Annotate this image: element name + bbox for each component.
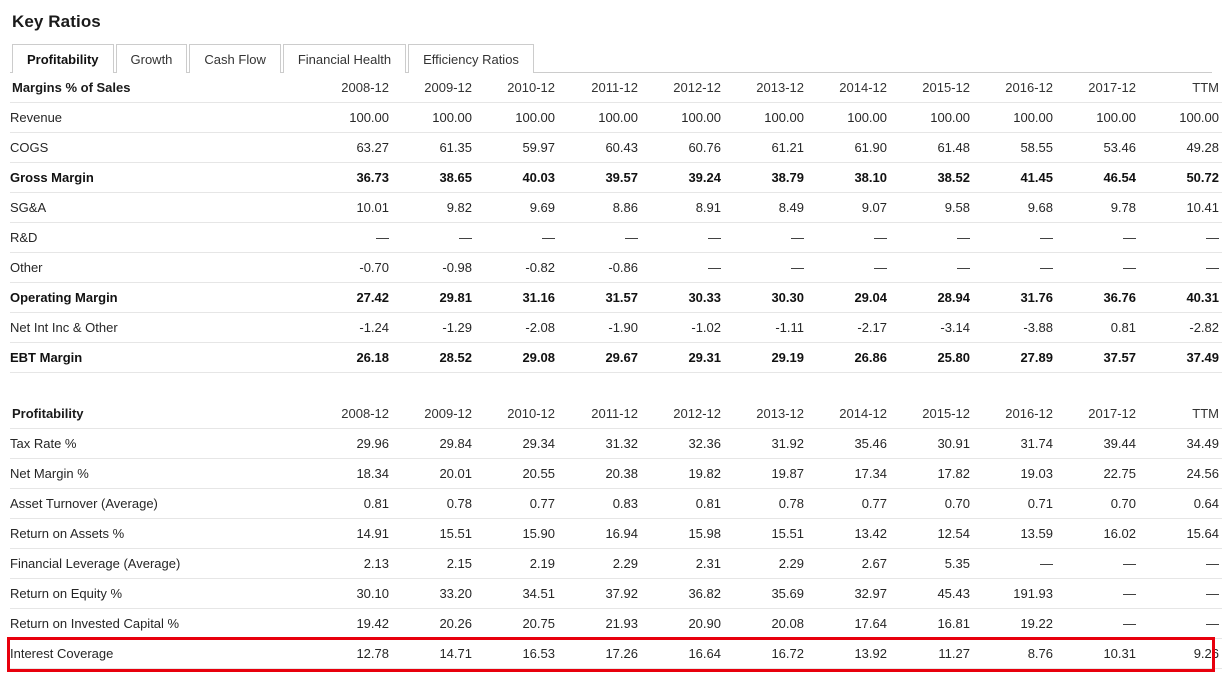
column-header-period: 2008-12 [310,399,393,429]
cell: 33.20 [393,579,476,609]
cell: 31.16 [476,283,559,313]
table-row [10,519,1222,549]
cell: 29.31 [642,343,725,373]
cell: 31.57 [559,283,642,313]
cell: — [974,223,1057,253]
table-row [10,343,1222,373]
cell: — [559,223,642,253]
cell: 16.53 [476,639,559,669]
cell: 100.00 [476,103,559,133]
tab-financial-health[interactable] [283,44,406,73]
interest-coverage-table [10,639,1222,669]
column-header-period: 2015-12 [891,73,974,103]
column-header-period: 2013-12 [725,73,808,103]
cell: 19.82 [642,459,725,489]
column-header-period: 2015-12 [891,399,974,429]
column-header-period: 2014-12 [808,73,891,103]
table-row [10,639,1222,669]
table-row [10,579,1222,609]
cell: 34.49 [1140,429,1222,459]
cell: — [1057,609,1140,639]
cell: — [310,223,393,253]
cell: 9.07 [808,193,891,223]
margins-section-title: Margins % of Sales [10,73,310,103]
cell: 28.94 [891,283,974,313]
row-label: Tax Rate % [10,429,310,459]
cell: 39.24 [642,163,725,193]
cell: 8.86 [559,193,642,223]
interest-coverage-highlight [10,639,1219,669]
cell: 29.08 [476,343,559,373]
cell: 20.01 [393,459,476,489]
cell: 100.00 [1140,103,1222,133]
cell: 30.91 [891,429,974,459]
tab-label: Cash Flow [204,52,266,67]
cell: — [1140,549,1222,579]
cell: — [891,223,974,253]
table-row [10,103,1222,133]
tab-growth[interactable] [116,44,188,73]
cell: 17.64 [808,609,891,639]
cell: 31.32 [559,429,642,459]
cell: 0.83 [559,489,642,519]
column-header-period: TTM [1140,73,1222,103]
cell: 53.46 [1057,133,1140,163]
cell: 2.31 [642,549,725,579]
cell: 35.46 [808,429,891,459]
cell: 10.31 [1057,639,1140,669]
tab-label: Growth [130,52,173,67]
cell: 17.26 [559,639,642,669]
cell: -1.90 [559,313,642,343]
table-row [10,163,1222,193]
profitability-header-row [10,399,1222,429]
cell: 29.84 [393,429,476,459]
cell: — [891,253,974,283]
cell: 15.98 [642,519,725,549]
column-header-period: 2013-12 [725,399,808,429]
row-label: Return on Invested Capital % [10,609,310,639]
cell: 21.93 [559,609,642,639]
cell: 32.36 [642,429,725,459]
cell: -3.14 [891,313,974,343]
cell: 9.26 [1140,639,1222,669]
cell: 20.38 [559,459,642,489]
cell: 16.94 [559,519,642,549]
cell: 9.58 [891,193,974,223]
section-spacer [10,373,1212,399]
row-label: COGS [10,133,310,163]
column-header-period: 2010-12 [476,73,559,103]
row-label: Return on Equity % [10,579,310,609]
cell: 58.55 [974,133,1057,163]
cell: 46.54 [1057,163,1140,193]
cell: 14.71 [393,639,476,669]
cell: 30.10 [310,579,393,609]
column-header-period: 2012-12 [642,399,725,429]
cell: 60.43 [559,133,642,163]
table-row [10,283,1222,313]
row-label: Revenue [10,103,310,133]
column-header-period: 2014-12 [808,399,891,429]
column-header-period: 2011-12 [559,73,642,103]
cell: 36.73 [310,163,393,193]
table-row [10,609,1222,639]
cell: — [808,223,891,253]
tab-label: Profitability [27,52,99,67]
cell: -0.86 [559,253,642,283]
cell: 61.21 [725,133,808,163]
tab-efficiency-ratios[interactable] [408,44,534,73]
cell: 50.72 [1140,163,1222,193]
cell: 37.57 [1057,343,1140,373]
cell: 45.43 [891,579,974,609]
column-header-period: 2008-12 [310,73,393,103]
cell: -1.11 [725,313,808,343]
cell: 10.01 [310,193,393,223]
cell: 37.92 [559,579,642,609]
cell: 9.69 [476,193,559,223]
cell: 5.35 [891,549,974,579]
cell: — [808,253,891,283]
cell: 16.64 [642,639,725,669]
cell: 32.97 [808,579,891,609]
cell: 17.82 [891,459,974,489]
cell: 38.79 [725,163,808,193]
cell: — [1057,549,1140,579]
cell: 16.81 [891,609,974,639]
cell: 17.34 [808,459,891,489]
cell: 0.81 [642,489,725,519]
cell: 38.52 [891,163,974,193]
cell: 2.29 [725,549,808,579]
cell: 0.70 [891,489,974,519]
cell: 16.02 [1057,519,1140,549]
cell: 29.81 [393,283,476,313]
cell: -2.82 [1140,313,1222,343]
cell: 31.76 [974,283,1057,313]
cell: 61.90 [808,133,891,163]
cell: 31.92 [725,429,808,459]
cell: -0.70 [310,253,393,283]
cell: 8.91 [642,193,725,223]
cell: 100.00 [310,103,393,133]
cell: 9.78 [1057,193,1140,223]
cell: 0.78 [725,489,808,519]
cell: 18.34 [310,459,393,489]
cell: 15.90 [476,519,559,549]
cell: 9.68 [974,193,1057,223]
cell: — [974,549,1057,579]
cell: 16.72 [725,639,808,669]
cell: 31.74 [974,429,1057,459]
cell: 15.64 [1140,519,1222,549]
cell: 19.03 [974,459,1057,489]
table-row [10,253,1222,283]
cell: 29.67 [559,343,642,373]
cell: 14.91 [310,519,393,549]
cell: 13.59 [974,519,1057,549]
tab-profitability[interactable] [12,44,114,73]
cell: — [1057,253,1140,283]
cell: 12.78 [310,639,393,669]
cell: 13.92 [808,639,891,669]
cell: 39.57 [559,163,642,193]
cell: 36.76 [1057,283,1140,313]
cell: 36.82 [642,579,725,609]
cell: 100.00 [393,103,476,133]
column-header-period: 2009-12 [393,399,476,429]
cell: 19.22 [974,609,1057,639]
tab-bar [10,42,1212,73]
cell: 12.54 [891,519,974,549]
cell: 29.04 [808,283,891,313]
cell: 29.34 [476,429,559,459]
cell: — [1140,253,1222,283]
cell: 40.31 [1140,283,1222,313]
cell: 100.00 [1057,103,1140,133]
cell: 100.00 [808,103,891,133]
cell: 0.64 [1140,489,1222,519]
column-header-period: 2016-12 [974,399,1057,429]
cell: 49.28 [1140,133,1222,163]
row-label: Net Margin % [10,459,310,489]
tab-cash-flow[interactable] [189,44,280,73]
cell: 2.67 [808,549,891,579]
cell: -0.82 [476,253,559,283]
cell: 2.13 [310,549,393,579]
row-label: Financial Leverage (Average) [10,549,310,579]
cell: 59.97 [476,133,559,163]
cell: 20.55 [476,459,559,489]
cell: -1.24 [310,313,393,343]
cell: 2.15 [393,549,476,579]
profitability-table [10,399,1222,639]
table-row [10,223,1222,253]
row-label: Net Int Inc & Other [10,313,310,343]
column-header-period: 2012-12 [642,73,725,103]
table-row [10,193,1222,223]
column-header-period: TTM [1140,399,1222,429]
tab-label: Efficiency Ratios [423,52,519,67]
cell: 20.26 [393,609,476,639]
cell: -1.02 [642,313,725,343]
row-label: Asset Turnover (Average) [10,489,310,519]
cell: -3.88 [974,313,1057,343]
cell: 0.77 [476,489,559,519]
table-row [10,489,1222,519]
cell: 19.42 [310,609,393,639]
cell: 0.77 [808,489,891,519]
cell: 30.30 [725,283,808,313]
cell: 38.65 [393,163,476,193]
cell: 100.00 [559,103,642,133]
column-header-period: 2010-12 [476,399,559,429]
cell: — [1140,579,1222,609]
cell: — [725,253,808,283]
cell: 24.56 [1140,459,1222,489]
cell: 19.87 [725,459,808,489]
cell: — [1140,223,1222,253]
cell: 100.00 [725,103,808,133]
cell: 40.03 [476,163,559,193]
cell: -0.98 [393,253,476,283]
row-label: Interest Coverage [10,639,310,669]
row-label: Other [10,253,310,283]
cell: — [642,253,725,283]
cell: 8.49 [725,193,808,223]
cell: 22.75 [1057,459,1140,489]
cell: 25.80 [891,343,974,373]
margins-header-row [10,73,1222,103]
cell: 0.71 [974,489,1057,519]
cell: 100.00 [891,103,974,133]
cell: 15.51 [725,519,808,549]
cell: 100.00 [642,103,725,133]
cell: 29.19 [725,343,808,373]
cell: 29.96 [310,429,393,459]
cell: 15.51 [393,519,476,549]
cell: 191.93 [974,579,1057,609]
cell: 30.33 [642,283,725,313]
cell: 2.19 [476,549,559,579]
table-row [10,549,1222,579]
cell: — [725,223,808,253]
table-row [10,313,1222,343]
cell: — [476,223,559,253]
cell: — [393,223,476,253]
cell: -1.29 [393,313,476,343]
cell: 20.75 [476,609,559,639]
cell: 28.52 [393,343,476,373]
column-header-period: 2016-12 [974,73,1057,103]
cell: -2.08 [476,313,559,343]
cell: 20.90 [642,609,725,639]
table-row [10,459,1222,489]
row-label: Gross Margin [10,163,310,193]
cell: 26.86 [808,343,891,373]
cell: — [1140,609,1222,639]
row-label: SG&A [10,193,310,223]
table-row [10,429,1222,459]
tab-label: Financial Health [297,52,392,67]
cell: 2.29 [559,549,642,579]
row-label: R&D [10,223,310,253]
cell: 34.51 [476,579,559,609]
cell: — [642,223,725,253]
cell: 27.89 [974,343,1057,373]
margins-table [10,73,1222,373]
cell: 0.81 [310,489,393,519]
page-title: Key Ratios [12,12,101,31]
table-row [10,133,1222,163]
cell: 26.18 [310,343,393,373]
column-header-period: 2009-12 [393,73,476,103]
column-header-period: 2017-12 [1057,399,1140,429]
cell: — [1057,223,1140,253]
cell: — [1057,579,1140,609]
cell: -2.17 [808,313,891,343]
cell: 38.10 [808,163,891,193]
cell: 11.27 [891,639,974,669]
cell: 39.44 [1057,429,1140,459]
cell: — [974,253,1057,283]
cell: 9.82 [393,193,476,223]
cell: 61.48 [891,133,974,163]
profitability-section-title: Profitability [10,399,310,429]
row-label: EBT Margin [10,343,310,373]
cell: 61.35 [393,133,476,163]
cell: 13.42 [808,519,891,549]
cell: 0.70 [1057,489,1140,519]
cell: 63.27 [310,133,393,163]
cell: 100.00 [974,103,1057,133]
column-header-period: 2017-12 [1057,73,1140,103]
row-label: Return on Assets % [10,519,310,549]
cell: 8.76 [974,639,1057,669]
cell: 60.76 [642,133,725,163]
cell: 35.69 [725,579,808,609]
column-header-period: 2011-12 [559,399,642,429]
cell: 41.45 [974,163,1057,193]
cell: 37.49 [1140,343,1222,373]
cell: 0.81 [1057,313,1140,343]
cell: 0.78 [393,489,476,519]
row-label: Operating Margin [10,283,310,313]
cell: 27.42 [310,283,393,313]
cell: 10.41 [1140,193,1222,223]
cell: 20.08 [725,609,808,639]
